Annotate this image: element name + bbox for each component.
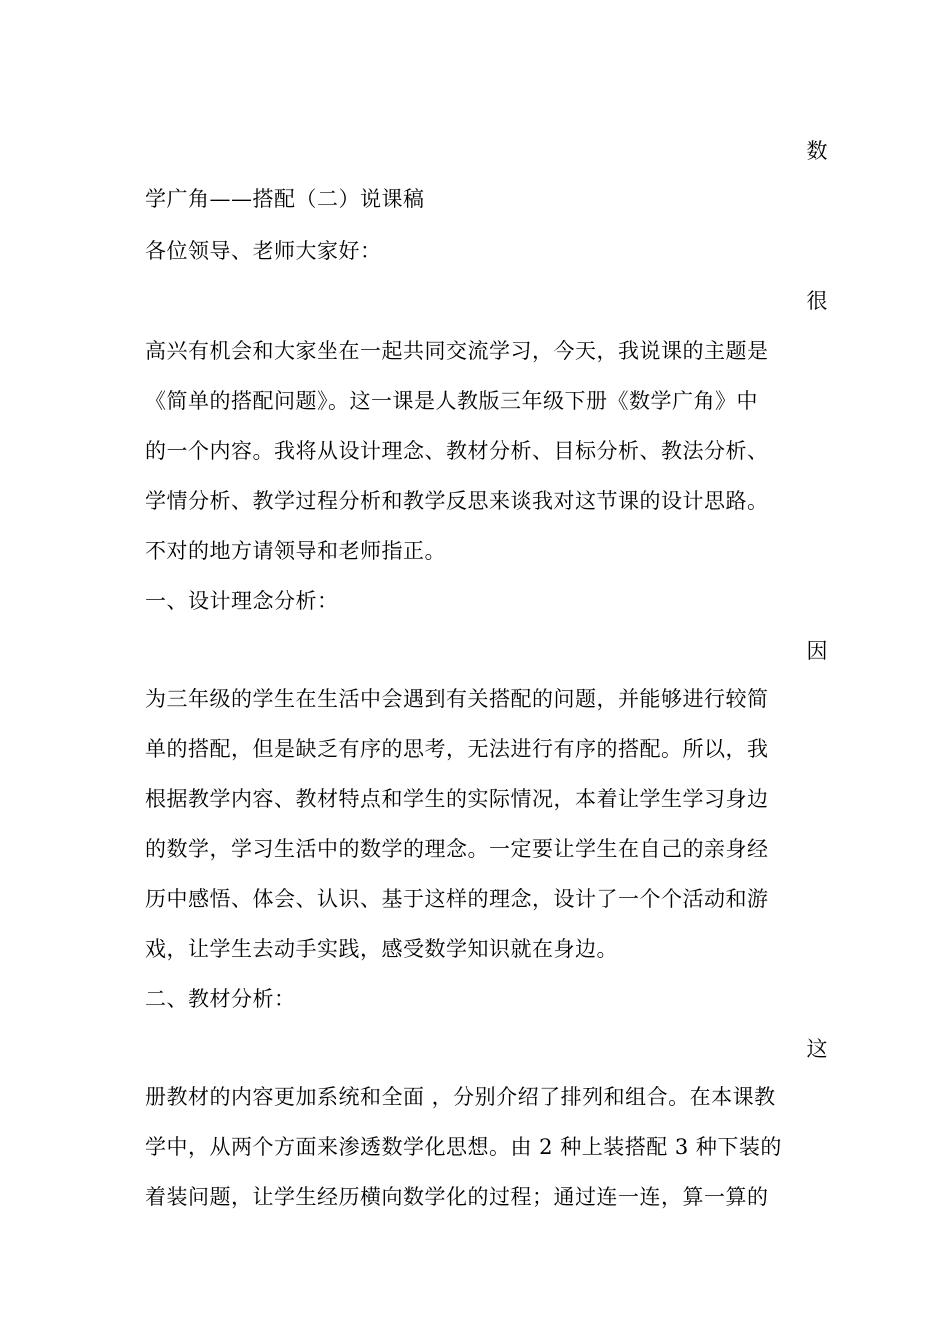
text-line: 册教材的内容更加系统和全面 ，分别介绍了排列和组合。在本课教	[145, 1085, 776, 1109]
title-first-char: 数	[806, 139, 828, 163]
text-line: 为三年级的学生在生活中会遇到有关搭配的问题，并能够进行较简	[145, 687, 769, 711]
section-heading-2: 二、教材分析：	[145, 987, 296, 1011]
text-line: 的数学，学习生活中的数学的理念。一定要让学生在自己的亲身经	[145, 837, 769, 861]
greeting: 各位领导、老师大家好：	[145, 239, 382, 263]
text-line: 高兴有机会和大家坐在一起共同交流学习，今天，我说课的主题是	[145, 339, 769, 363]
document-title: 学广角——搭配（二）说课稿	[145, 187, 425, 211]
text-line: 着装问题，让学生经历横向数学化的过程；通过连一连，算一算的	[145, 1185, 769, 1209]
text-line: 单的搭配，但是缺乏有序的思考，无法进行有序的搭配。所以，我	[145, 737, 769, 761]
paragraph-first-char: 这	[806, 1037, 828, 1061]
section-heading-1: 一、设计理念分析：	[145, 589, 339, 613]
text-line: 戏，让学生去动手实践，感受数学知识就在身边。	[145, 937, 618, 961]
text-line: 的一个内容。我将从设计理念、教材分析、目标分析、教法分析、	[145, 439, 769, 463]
text-line: 学情分析、教学过程分析和教学反思来谈我对这节课的设计思路。	[145, 489, 769, 513]
text-line: 根据教学内容、教材特点和学生的实际情况，本着让学生学习身边	[145, 787, 769, 811]
text-line: 不对的地方请领导和老师指正。	[145, 539, 446, 563]
text-line: 学中，从两个方面来渗透数学化思想。由 2 种上装搭配 3 种下装的	[145, 1135, 782, 1159]
paragraph-first-char: 因	[806, 639, 828, 663]
paragraph-first-char: 很	[806, 289, 828, 313]
text-line: 《简单的搭配问题》。这一课是人教版三年级下册《数学广角》中	[145, 389, 758, 413]
text-line: 历中感悟、体会、认识、基于这样的理念，设计了一个个活动和游	[145, 887, 769, 911]
